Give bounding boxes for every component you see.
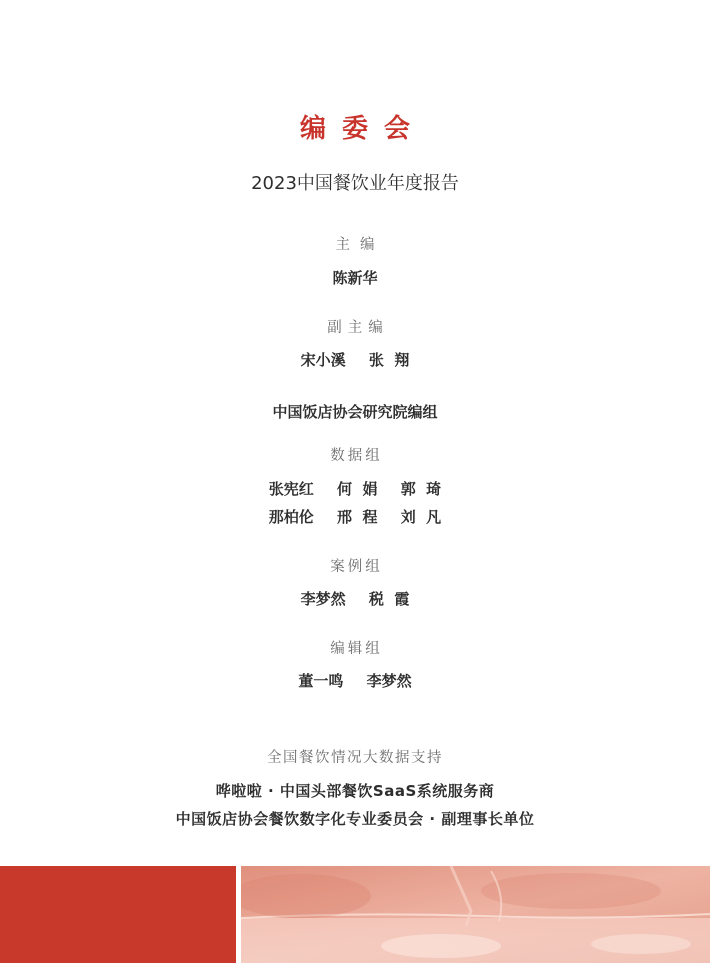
case-group-name: 税 霞 xyxy=(368,590,410,608)
data-group-name: 张宪红 xyxy=(268,480,314,498)
editor-in-chief-names xyxy=(0,267,710,288)
deputy-editors-names xyxy=(0,349,710,370)
photo-texture xyxy=(241,866,710,963)
data-group-row xyxy=(0,478,710,499)
case-group-name: 李梦然 xyxy=(300,590,346,608)
data-group-row xyxy=(0,506,710,527)
data-group-name: 那柏伦 xyxy=(268,508,314,526)
data-group-label: 数据组 xyxy=(330,448,383,464)
deputy-editors-label: 副主编 xyxy=(327,320,389,336)
case-group-label: 案例组 xyxy=(330,559,383,575)
data-group-name: 何 娟 xyxy=(337,480,378,498)
editing-group-names xyxy=(0,670,710,691)
editor-in-chief-label: 主编 xyxy=(335,237,385,253)
bottom-red-band xyxy=(0,866,236,963)
support-line-1: 哗啦啦 · 中国头部餐饮SaaS系统服务商 xyxy=(215,782,495,800)
editing-group-label: 编辑组 xyxy=(330,641,383,657)
support-line-2: 中国饭店协会餐饮数字化专业委员会 · 副理事长单位 xyxy=(175,810,535,828)
case-group-names xyxy=(0,588,710,609)
report-title: 2023中国餐饮业年度报告 xyxy=(251,173,459,194)
editing-group-name: 董一鸣 xyxy=(298,672,344,690)
deputy-editor-name: 宋小溪 xyxy=(300,351,346,369)
support-label: 全国餐饮情况大数据支持 xyxy=(267,750,443,766)
committee-title: 编委会 xyxy=(299,114,426,144)
data-group-name: 郭 琦 xyxy=(400,480,442,498)
data-group-name: 刘 凡 xyxy=(400,508,442,526)
data-group-name: 邢 程 xyxy=(337,508,378,526)
deputy-editor-name: 张 翔 xyxy=(368,351,410,369)
bottom-photo-band xyxy=(241,866,710,963)
editing-group-name: 李梦然 xyxy=(366,672,412,690)
editor-in-chief-name: 陈新华 xyxy=(332,269,378,287)
research-group-title: 中国饭店协会研究院编组 xyxy=(272,403,438,421)
